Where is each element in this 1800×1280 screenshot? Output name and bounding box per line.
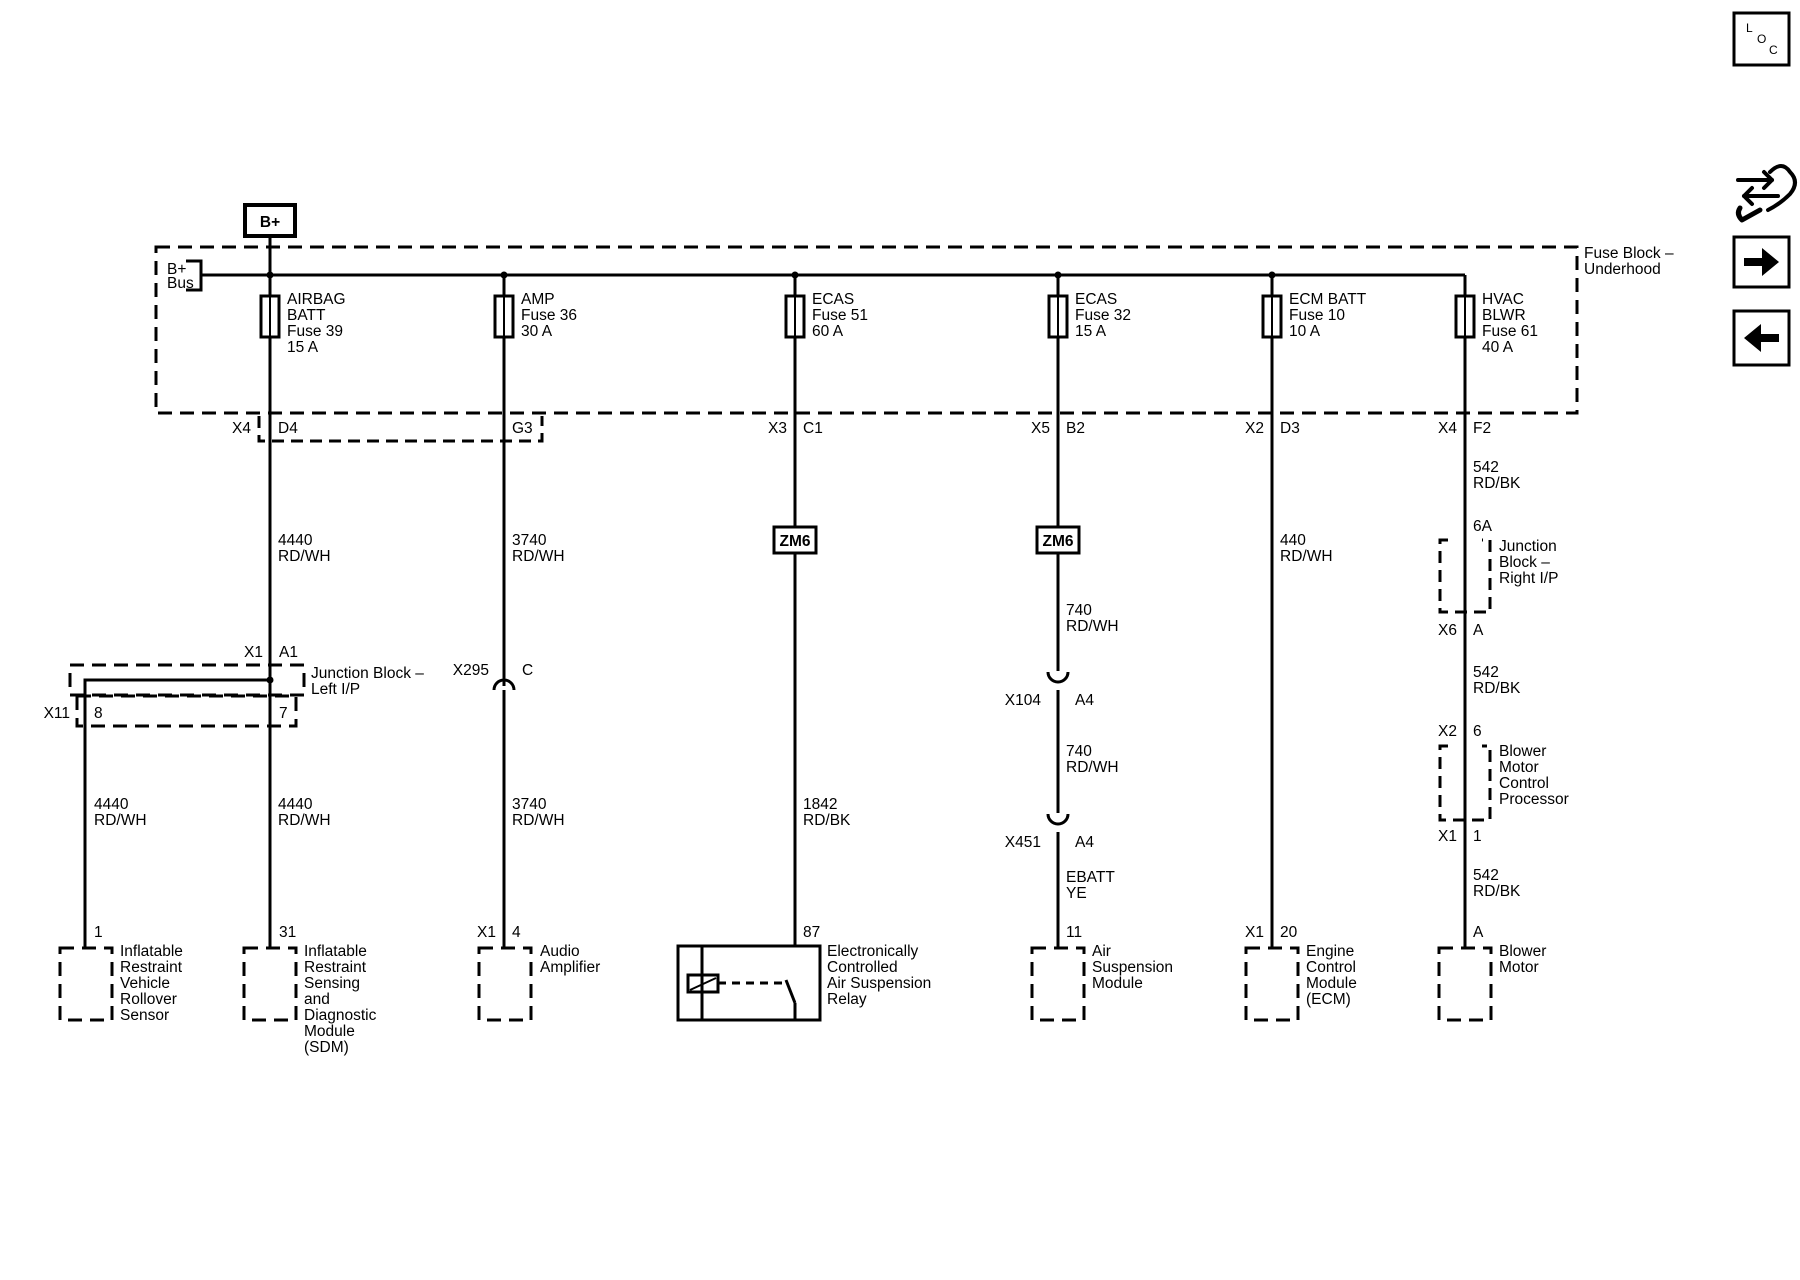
component-name: Restraint (304, 959, 367, 976)
wire-number: 3740 (512, 796, 547, 813)
wire-number: 440 (1280, 532, 1306, 549)
wire-number: 4440 (94, 796, 129, 813)
fuse-label: Fuse 32 (1075, 307, 1132, 324)
junction-block-name: Right I/P (1499, 570, 1559, 587)
fuse-label: BATT (287, 307, 326, 324)
pin-label: 7 (279, 705, 288, 722)
component-name: Engine (1306, 943, 1355, 960)
connector-label: X5 (1031, 420, 1050, 437)
connector-x451 (1048, 814, 1068, 824)
previous-page-button[interactable] (1734, 311, 1789, 365)
component-name: Restraint (120, 959, 183, 976)
component-name: Diagnostic (304, 1007, 377, 1024)
pin-label: 6A (1473, 518, 1492, 535)
component-name: Amplifier (540, 959, 601, 976)
component-name: Vehicle (120, 975, 170, 992)
connector-label: X4 (232, 420, 251, 437)
component-locator-button[interactable] (1734, 13, 1789, 65)
wire-number: 740 (1066, 602, 1092, 619)
wire-number: 542 (1473, 459, 1499, 476)
connector-label: X295 (452, 662, 489, 679)
wire-color: RD/WH (278, 548, 331, 565)
component-name: Blower (1499, 943, 1547, 960)
component-name: Electronically (827, 943, 919, 960)
connector-label: X2 (1438, 723, 1457, 740)
pin-label: C1 (803, 420, 823, 437)
fuse-label: ECAS (812, 291, 855, 308)
wire-color: YE (1066, 885, 1087, 902)
wire-number: 542 (1473, 664, 1499, 681)
junction-block-name: Left I/P (311, 681, 361, 698)
component-name: Controlled (827, 959, 898, 976)
locator-letter: O (1757, 32, 1767, 46)
splice-label: ZM6 (1042, 533, 1074, 550)
pin-label: G3 (512, 420, 533, 437)
locator-letter: C (1769, 43, 1778, 57)
component-name: Rollover (120, 991, 177, 1008)
component-name: Motor (1499, 959, 1539, 976)
pin-label: C (522, 662, 534, 679)
fuse-label: HVAC (1482, 291, 1524, 308)
bplus-box-label: B+ (259, 214, 281, 231)
junction-block-left-ip-lower (77, 696, 296, 726)
component-name: Air (1092, 943, 1111, 960)
wire-color: RD/WH (94, 812, 147, 829)
bus-junction-dot (1269, 272, 1276, 279)
wire-color: RD/BK (1473, 680, 1521, 697)
wire-number: 1842 (803, 796, 838, 813)
component-name: Control (1499, 775, 1549, 792)
fuse-label: Fuse 51 (812, 307, 869, 324)
pin-label: 31 (279, 924, 297, 941)
wire-color: RD/WH (512, 548, 565, 565)
component-name: Control (1306, 959, 1356, 976)
fuse-label: ECM BATT (1289, 291, 1367, 308)
component-name: Inflatable (304, 943, 367, 960)
component-name: Module (1092, 975, 1143, 992)
connector-label: X1 (1245, 924, 1264, 941)
blower-motor-box (1439, 948, 1491, 1020)
next-page-button[interactable] (1734, 237, 1789, 287)
connector-label: X6 (1438, 622, 1457, 639)
component-name: Relay (827, 991, 867, 1008)
wire-number: EBATT (1066, 869, 1115, 886)
fuse-label: 60 A (812, 323, 844, 340)
fuse-label: ECAS (1075, 291, 1118, 308)
component-name: Blower (1499, 743, 1547, 760)
diagnostics-tools-button[interactable] (1738, 166, 1795, 220)
connector-label: X1 (1438, 828, 1457, 845)
pin-label: 1 (94, 924, 103, 941)
wire-number: 542 (1473, 867, 1499, 884)
wire-color: RD/WH (1066, 759, 1119, 776)
arrows-wrench-icon (1738, 166, 1795, 220)
connector-label: X1 (477, 924, 496, 941)
bus-label: Bus (167, 275, 194, 292)
connector-x4-outline (259, 416, 542, 441)
wire-color: RD/BK (803, 812, 851, 829)
wire-number: 4440 (278, 532, 313, 549)
fuse-label: 40 A (1482, 339, 1514, 356)
component-name: Inflatable (120, 943, 183, 960)
fuse-label: AIRBAG (287, 291, 346, 308)
fuse-label: 15 A (287, 339, 319, 356)
connector-label: X4 (1438, 420, 1457, 437)
bus-label: B+ (167, 261, 187, 278)
wire-color: RD/WH (1066, 618, 1119, 635)
bus-junction-dot (267, 272, 274, 279)
fuse-block-name: Fuse Block – (1584, 245, 1674, 262)
fuse-block-outline (156, 247, 1577, 413)
air-suspension-module-box (1032, 948, 1084, 1020)
connector-label: X104 (1004, 692, 1041, 709)
component-name: Audio (540, 943, 580, 960)
junction-block-name: Junction (1499, 538, 1557, 555)
connector-label: X3 (768, 420, 787, 437)
pin-label: A1 (279, 644, 298, 661)
fuse-block-name: Underhood (1584, 261, 1661, 278)
component-name: Module (304, 1023, 355, 1040)
ecm-box (1246, 948, 1298, 1020)
rollover-sensor-box (60, 948, 112, 1020)
component-name: (SDM) (304, 1039, 349, 1056)
pin-label: A (1473, 924, 1484, 941)
wire-color: RD/WH (1280, 548, 1333, 565)
pin-label: A4 (1075, 834, 1094, 851)
component-name: Processor (1499, 791, 1569, 808)
connector-label: X11 (43, 705, 70, 722)
pin-label: F2 (1473, 420, 1492, 437)
pin-label: D3 (1280, 420, 1300, 437)
component-name: Motor (1499, 759, 1539, 776)
connector-label: X2 (1245, 420, 1264, 437)
pin-label: B2 (1066, 420, 1085, 437)
pin-label: D4 (278, 420, 298, 437)
wire-number: 4440 (278, 796, 313, 813)
component-name: (ECM) (1306, 991, 1351, 1008)
component-name: Air Suspension (827, 975, 932, 992)
bus-junction-dot (501, 272, 508, 279)
audio-amplifier-box (479, 948, 531, 1020)
component-name: Sensing (304, 975, 361, 992)
wire-color: RD/BK (1473, 883, 1521, 900)
pin-label: 6 (1473, 723, 1482, 740)
pin-label: 87 (803, 924, 821, 941)
wire-color: RD/WH (512, 812, 565, 829)
connector-label: X1 (244, 644, 263, 661)
wire-number: 3740 (512, 532, 547, 549)
wire-color: RD/WH (278, 812, 331, 829)
fuse-label: Fuse 10 (1289, 307, 1346, 324)
component-name: Suspension (1092, 959, 1174, 976)
wire-color: RD/BK (1473, 475, 1521, 492)
connector-x104 (1048, 672, 1068, 682)
fuse-label: Fuse 36 (521, 307, 578, 324)
fuse-label: Fuse 39 (287, 323, 344, 340)
locator-letter: L (1746, 21, 1753, 35)
component-name: Module (1306, 975, 1357, 992)
sdm-box (244, 948, 296, 1020)
fuse-label: Fuse 61 (1482, 323, 1539, 340)
pin-label: 4 (512, 924, 521, 941)
pin-label: 8 (94, 705, 103, 722)
fuse-label: AMP (521, 291, 555, 308)
component-name: Sensor (120, 1007, 170, 1024)
component-name: and (304, 991, 330, 1008)
fuse-label: 10 A (1289, 323, 1321, 340)
fuse-label: BLWR (1482, 307, 1526, 324)
pin-label: A4 (1075, 692, 1094, 709)
fuse-label: 30 A (521, 323, 553, 340)
pin-label: A (1473, 622, 1484, 639)
bus-junction-dot (792, 272, 799, 279)
pin-label: 20 (1280, 924, 1298, 941)
wire-number: 740 (1066, 743, 1092, 760)
jb-junction-dot (267, 677, 274, 684)
connector-label: X451 (1004, 834, 1041, 851)
pin-label: 11 (1066, 924, 1083, 941)
pin-label: 1 (1473, 828, 1482, 845)
junction-block-name: Block – (1499, 554, 1550, 571)
junction-block-name: Junction Block – (311, 665, 424, 682)
bus-junction-dot (1055, 272, 1062, 279)
splice-label: ZM6 (779, 533, 811, 550)
fuse-label: 15 A (1075, 323, 1107, 340)
